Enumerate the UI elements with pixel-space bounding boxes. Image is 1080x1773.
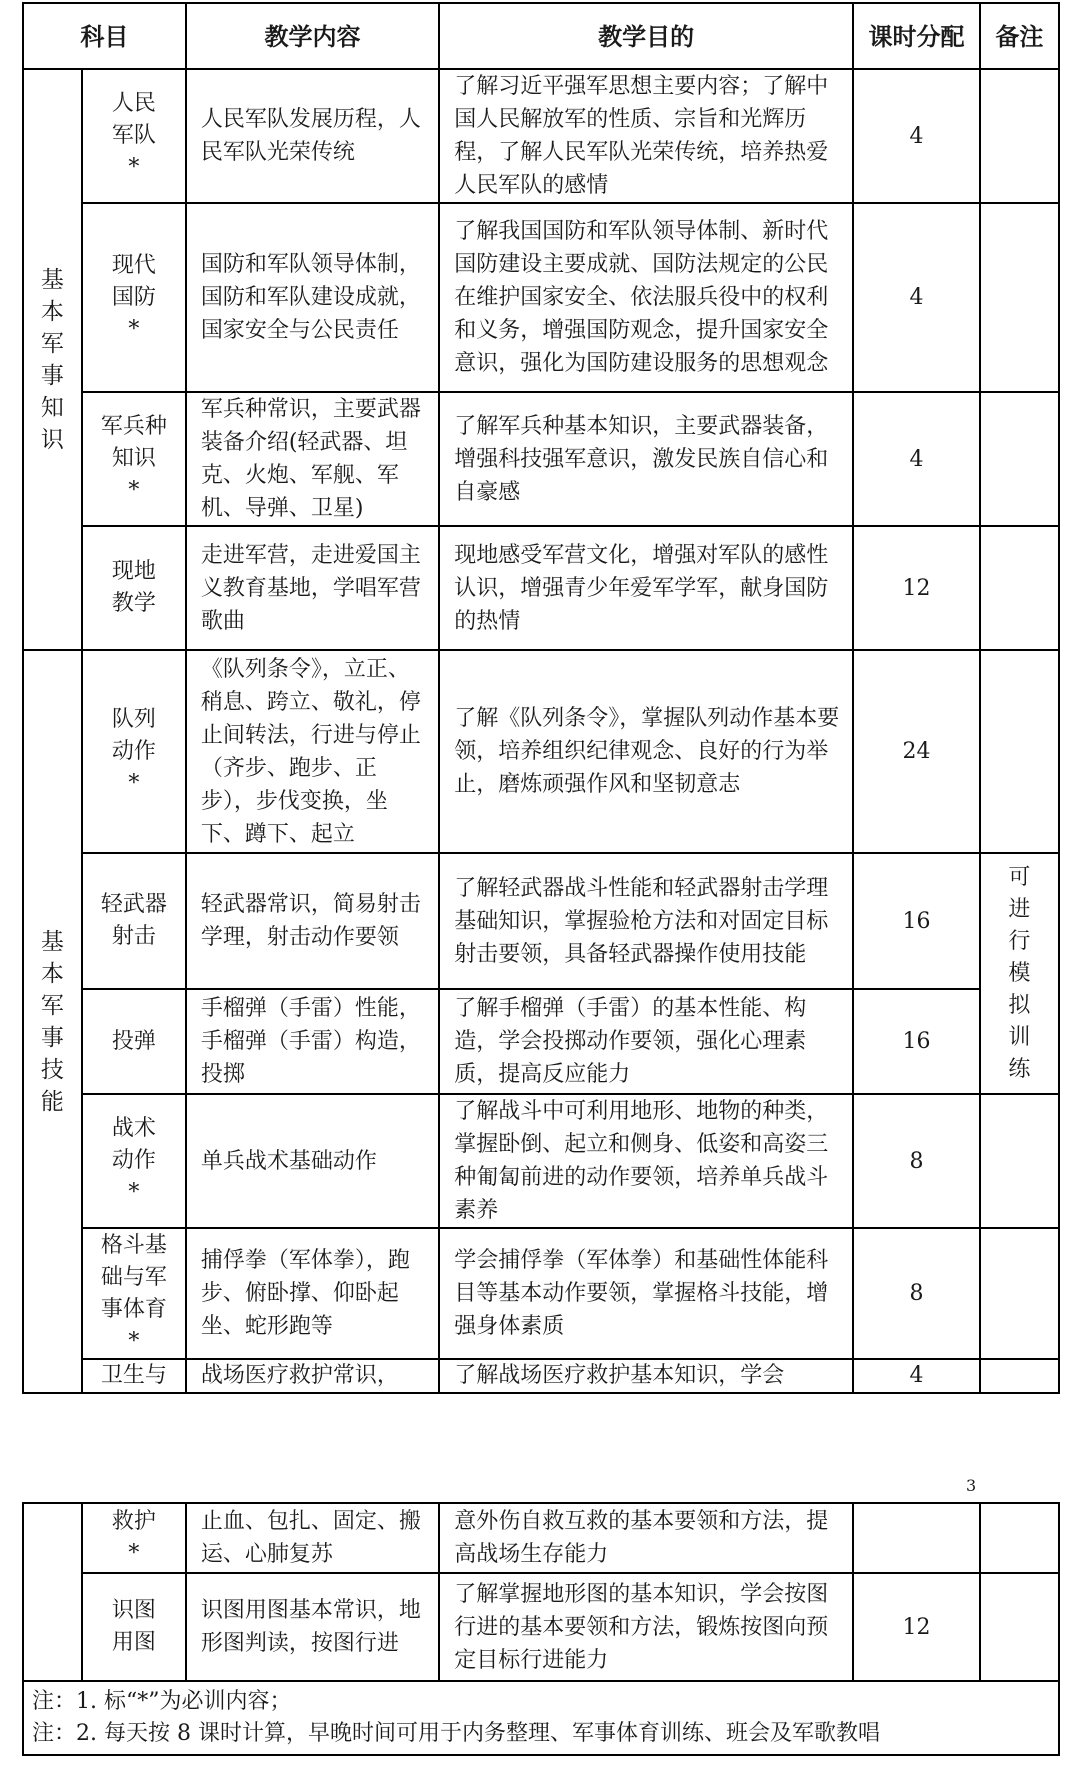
remark-cell (980, 526, 1059, 650)
note-2: 注：2. 每天按 8 课时计算，早晚时间可用于内务整理、军事体育训练、班会及军歌教唱 (32, 1721, 880, 1746)
hours-cell: 16 (853, 853, 980, 989)
table-header-row (23, 3, 1059, 69)
page-number: 3 (966, 1476, 977, 1495)
goal-cell: 了解轻武器战斗性能和轻武器射击学理基础知识，掌握验枪方法和对固定目标射击要领，具备轻武器操作使用技能 (439, 853, 853, 989)
category-knowledge: 基本军事知识 (23, 69, 82, 650)
goal-cell: 了解我国国防和军队领导体制、新时代国防建设主要成就、国防法规定的公民在维护国家安全、依法服兵役中的权利和义务，增强国防观念，提升国家安全意识，强化为国防建设服务的思想观念 (439, 203, 853, 392)
table-row (23, 1573, 1059, 1681)
table-row (23, 650, 1059, 853)
goal-cell: 了解战斗中可利用地形、地物的种类，掌握卧倒、起立和侧身、低姿和高姿三种匍匐前进的动作要领，培养单兵战斗素养 (439, 1094, 853, 1228)
goal-cell: 了解习近平强军思想主要内容；了解中国人民解放军的性质、宗旨和光辉历程，了解人民军队光荣传统，培养热爱人民军队的感情 (439, 69, 853, 203)
table-row (23, 526, 1059, 650)
content-cell: 军兵种常识，主要武器装备介绍(轻武器、坦克、火炮、军舰、军机、导弹、卫星) (186, 392, 439, 526)
goal-cell: 现地感受军营文化，增强对军队的感性认识，增强青少年爱军学军，献身国防的热情 (439, 526, 853, 650)
goal-cell: 了解《队列条令》，掌握队列动作基本要领，培养组织纪律观念、良好的行为举止，磨炼顽强作风和坚韧意志 (439, 650, 853, 853)
content-cell: 走进军营，走进爱国主义教育基地，学唱军营歌曲 (186, 526, 439, 650)
category-skills: 基本军事技能 (23, 650, 82, 1393)
category-skills-continued (23, 1503, 82, 1681)
remark-cell (980, 69, 1059, 203)
subject-cell: 现代 国防 * (82, 203, 186, 392)
goal-cell: 了解手榴弹（手雷）的基本性能、构造，学会投掷动作要领，强化心理素质，提高反应能力 (439, 989, 853, 1094)
remark-cell (980, 392, 1059, 526)
subject-cell: 轻武器 射击 (82, 853, 186, 989)
subject-cell: 卫生与 (82, 1359, 186, 1393)
header-remark: 备注 (980, 3, 1059, 69)
hours-cell (853, 1503, 980, 1573)
goal-cell: 了解战场医疗救护基本知识，学会 (439, 1359, 853, 1393)
content-cell: 单兵战术基础动作 (186, 1094, 439, 1228)
curriculum-table (22, 2, 1060, 1394)
table-row (23, 1094, 1059, 1228)
header-content: 教学内容 (186, 3, 439, 69)
table-row (23, 203, 1059, 392)
remark-cell (980, 1094, 1059, 1228)
goal-cell: 意外伤自救互救的基本要领和方法，提高战场生存能力 (439, 1503, 853, 1573)
remark-cell (980, 1573, 1059, 1681)
content-cell: 战场医疗救护常识， (186, 1359, 439, 1393)
content-cell: 手榴弹（手雷）性能，手榴弹（手雷）构造，投掷 (186, 989, 439, 1094)
content-cell: 轻武器常识，简易射击学理，射击动作要领 (186, 853, 439, 989)
hours-cell: 4 (853, 392, 980, 526)
hours-cell: 24 (853, 650, 980, 853)
goal-cell: 了解军兵种基本知识，主要武器装备，增强科技强军意识，激发民族自信心和自豪感 (439, 392, 853, 526)
content-cell: 人民军队发展历程，人民军队光荣传统 (186, 69, 439, 203)
hours-cell: 4 (853, 1359, 980, 1393)
notes-cell (23, 1681, 1059, 1755)
hours-cell: 4 (853, 203, 980, 392)
header-subject: 科目 (23, 3, 186, 69)
content-cell: 国防和军队领导体制，国防和军队建设成就，国家安全与公民责任 (186, 203, 439, 392)
hours-cell: 12 (853, 1573, 980, 1681)
hours-cell: 4 (853, 69, 980, 203)
table-row (23, 853, 1059, 989)
curriculum-table-continued (22, 1502, 1060, 1756)
content-cell: 《队列条令》，立正、稍息、跨立、敬礼，停止间转法，行进与停止（齐步、跑步、正步），步伐变换，坐下、蹲下、起立 (186, 650, 439, 853)
content-cell: 止血、包扎、固定、搬运、心肺复苏 (186, 1503, 439, 1573)
remark-simulated-training: 可进行模拟训练 (980, 853, 1059, 1094)
remark-cell (980, 1228, 1059, 1359)
notes-row (23, 1681, 1059, 1755)
subject-cell: 救护 * (82, 1503, 186, 1573)
subject-cell: 投弹 (82, 989, 186, 1094)
hours-cell: 8 (853, 1094, 980, 1228)
table-row (23, 1359, 1059, 1393)
subject-cell: 现地 教学 (82, 526, 186, 650)
goal-cell: 了解掌握地形图的基本知识，学会按图行进的基本要领和方法，锻炼按图向预定目标行进能力 (439, 1573, 853, 1681)
subject-cell: 格斗基 础与军 事体育 * (82, 1228, 186, 1359)
table-row (23, 1228, 1059, 1359)
content-cell: 捕俘拳（军体拳），跑步、俯卧撑、仰卧起坐、蛇形跑等 (186, 1228, 439, 1359)
table-row (23, 392, 1059, 526)
remark-cell (980, 203, 1059, 392)
content-cell: 识图用图基本常识，地形图判读，按图行进 (186, 1573, 439, 1681)
goal-cell: 学会捕俘拳（军体拳）和基础性体能科目等基本动作要领，掌握格斗技能，增强身体素质 (439, 1228, 853, 1359)
note-1: 注：1. 标“*”为必训内容； (32, 1689, 292, 1714)
subject-cell: 人民 军队 * (82, 69, 186, 203)
hours-cell: 8 (853, 1228, 980, 1359)
remark-cell (980, 1359, 1059, 1393)
hours-cell: 12 (853, 526, 980, 650)
remark-cell (980, 1503, 1059, 1573)
header-hours: 课时分配 (853, 3, 980, 69)
table-row (23, 1503, 1059, 1573)
hours-cell: 16 (853, 989, 980, 1094)
subject-cell: 军兵种 知识 * (82, 392, 186, 526)
subject-cell: 识图 用图 (82, 1573, 186, 1681)
table-row (23, 69, 1059, 203)
remark-cell (980, 650, 1059, 853)
subject-cell: 队列 动作 * (82, 650, 186, 853)
header-goal: 教学目的 (439, 3, 853, 69)
subject-cell: 战术 动作 * (82, 1094, 186, 1228)
table-row (23, 989, 1059, 1094)
